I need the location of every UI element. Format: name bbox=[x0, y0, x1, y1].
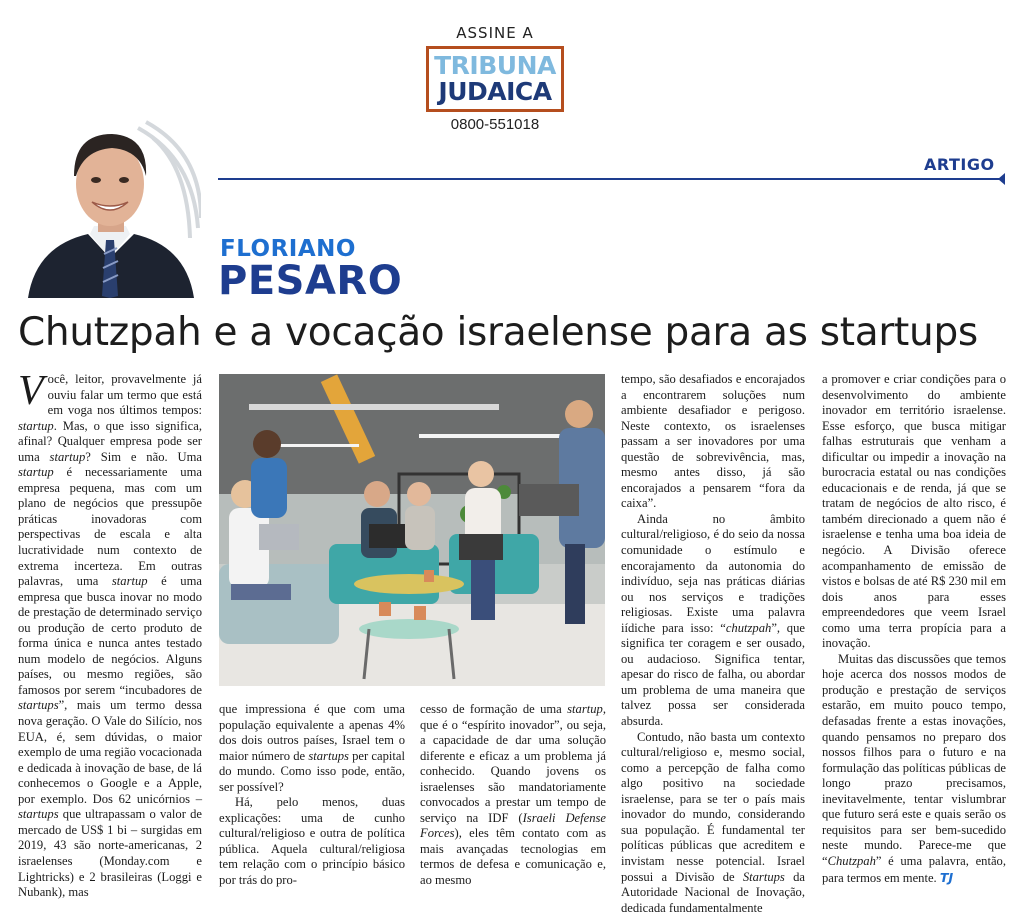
article-column-5 bbox=[822, 372, 1006, 886]
paragraph-text: cesso de formação de uma startup, que é o “espírito inovador”, ou seja, a capacidade de dar uma solução diferente e eficaz a um problema já conhecido. Quando jovens os israelenses são mandatoriamente convocados a prestar um tempo de serviço na IDF (Israeli Defense Forces), eles têm contato com as mais avançadas tecnologias em termos de defesa e comunicação e, ao mesmo bbox=[420, 702, 607, 888]
article-paragraph bbox=[18, 368, 202, 901]
section-arrow-icon bbox=[998, 173, 1005, 185]
article-paragraph bbox=[621, 730, 805, 916]
section-label: ARTIGO bbox=[924, 155, 995, 174]
article-paragraph bbox=[822, 372, 1006, 652]
article-paragraph bbox=[621, 512, 805, 730]
article-column-4 bbox=[621, 372, 805, 916]
drop-cap: V bbox=[18, 368, 44, 414]
signature-mark: TJ bbox=[939, 869, 954, 885]
paragraph-text: Contudo, não basta um contexto cultural/religioso e, mesmo social, como a percepção de falha como algo positivo na sociedade israelense, para se ter o país mais inovador do mundo, considerando sua população. É fundamental ter políticas públicas que acreditem e invistam nesse potencial. Israel possui a Divisão de Startups da Autoridade Nacional de Inovação, dedicada fundamentalmente bbox=[621, 729, 805, 915]
article-paragraph bbox=[822, 652, 1006, 886]
article-paragraph bbox=[420, 702, 606, 889]
paragraph-text: Há, pelo menos, duas explicações: uma de cunho cultural/religioso e outra de política pública. Aquela cultural/religiosa tem relação com o princípio básico por trás do pro- bbox=[219, 795, 405, 888]
article-photo bbox=[219, 374, 605, 686]
author-photo bbox=[18, 118, 201, 298]
logo-line-1: TRIBUNA bbox=[434, 51, 556, 80]
article-column-2 bbox=[219, 702, 405, 889]
article-column-3 bbox=[420, 702, 606, 889]
paragraph-text: ocê, leitor, provavelmente já ouviu falar um termo que está em voga nos últimos tempos: startup. Mas, o que isso significa, afinal? Qualquer empresa pode ser uma startup? Sim e não. Uma startup é necessariamente uma empresa pequena, mas com um plano de negócios que pressupõe práticas inovadoras com perspectivas de escala e alta lucratividade num contexto de extrema incerteza. Em outras palavras, uma startup é uma empresa que busca inovar no modo de prestação de determinado serviço ou produção de certo produto de forma única e nunca antes testado num modelo de negócios. Alguns países, ou mesmo regiões, são famosos por serem “incubadores de startups”, mais um termo dessa nova geração. O Vale do Silício, nos EUA, é, sem dúvidas, o maior exemplo de uma região vocacionada e dedicada à inovação de base, de lá conhecemos o Google e a Apple, por exemplo. Dos 62 unicórnios – startups que ultrapassam o valor de mercado de US$ 1 bi – surgidas em 2019, 43 são norte-americanas, 2 israelenses (Monday.com e Lightricks) e 2 brasileiras (Loggi e Nubank), mas bbox=[18, 372, 202, 900]
paragraph-text: Ainda no âmbito cultural/religioso, é do seio da nossa comunidade o estímulo e encorajamento da autonomia do indivíduo, seja nas práticas diárias ou nos serviços e tradições religiosas. Existe uma palavra iídiche para isso: “chutzpah”, que significa ter coragem e ser ousado, ou audacioso. Significa tentar, apesar do risco de falha, ou abordar um problema de uma maneira que talvez possa ser considerada absurda. bbox=[621, 511, 805, 729]
article-headline: Chutzpah e a vocação israelense para as startups bbox=[18, 310, 978, 355]
logo-line-2: JUDAICA bbox=[438, 77, 552, 106]
article-paragraph bbox=[219, 795, 405, 888]
paragraph-text: a promover e criar condições para o desenvolvimento do ambiente inovador em território israelense. Esse esforço, que busca mitigar falhas estruturais que venham a dificultar ou impedir a inovação na burocracia estatal ou nas condições educacionais e de renda, já que se tratam de negócios de alto risco, é também direcionado a quem não é israelense e tenha uma boa ideia de negócio. A Divisão oferece acompanhamento de emissão de vistos e bolsas de até R$ 230 mil em dois anos para esses empreendedores que veem Israel como uma terra propícia para a inovação. bbox=[822, 372, 1006, 651]
paragraph-text: que impressiona é que com uma população equivalente a apenas 4% dos dois outros países, Israel tem o maior número de startups per capital do mundo. Como isso pode, então, ser possível? bbox=[219, 702, 405, 794]
tribuna-judaica-logo bbox=[426, 46, 564, 112]
paragraph-text: Muitas das discussões que temos hoje acerca dos nossos modos de produção e prestação de serviços estarão, em muito pouco tempo, defasadas frente a estas inovações, quando pensamos no preparo dos nossos filhos para o futuro e na formulação das políticas públicas de longo prazo precisamos, inevitavelmente, tentar vislumbrar que futuro será este e quais serão os requisitos para ser bem-sucedido neste mundo. Parece-me que “Chutzpah” é uma palavra, então, para termos em mente. bbox=[822, 651, 1006, 885]
author-last-name: PESARO bbox=[218, 258, 403, 304]
section-divider bbox=[218, 178, 1004, 180]
article-paragraph bbox=[219, 702, 405, 795]
author-first-name: FLORIANO bbox=[220, 236, 356, 262]
subscribe-block bbox=[420, 24, 570, 133]
article-column-1 bbox=[18, 368, 202, 901]
phone-number: 0800-551018 bbox=[450, 116, 540, 133]
article-paragraph bbox=[621, 372, 805, 512]
paragraph-text: tempo, são desafiados e encorajados a encontrarem soluções num ambiente desafiador e perigoso. Neste contexto, os israelenses passam a ser inovadores por uma questão de sobrevivência, mas, mesmo antes disso, já são encorajados a pensarem “fora da caixa”. bbox=[621, 372, 805, 511]
subscribe-label: ASSINE A bbox=[456, 24, 534, 42]
